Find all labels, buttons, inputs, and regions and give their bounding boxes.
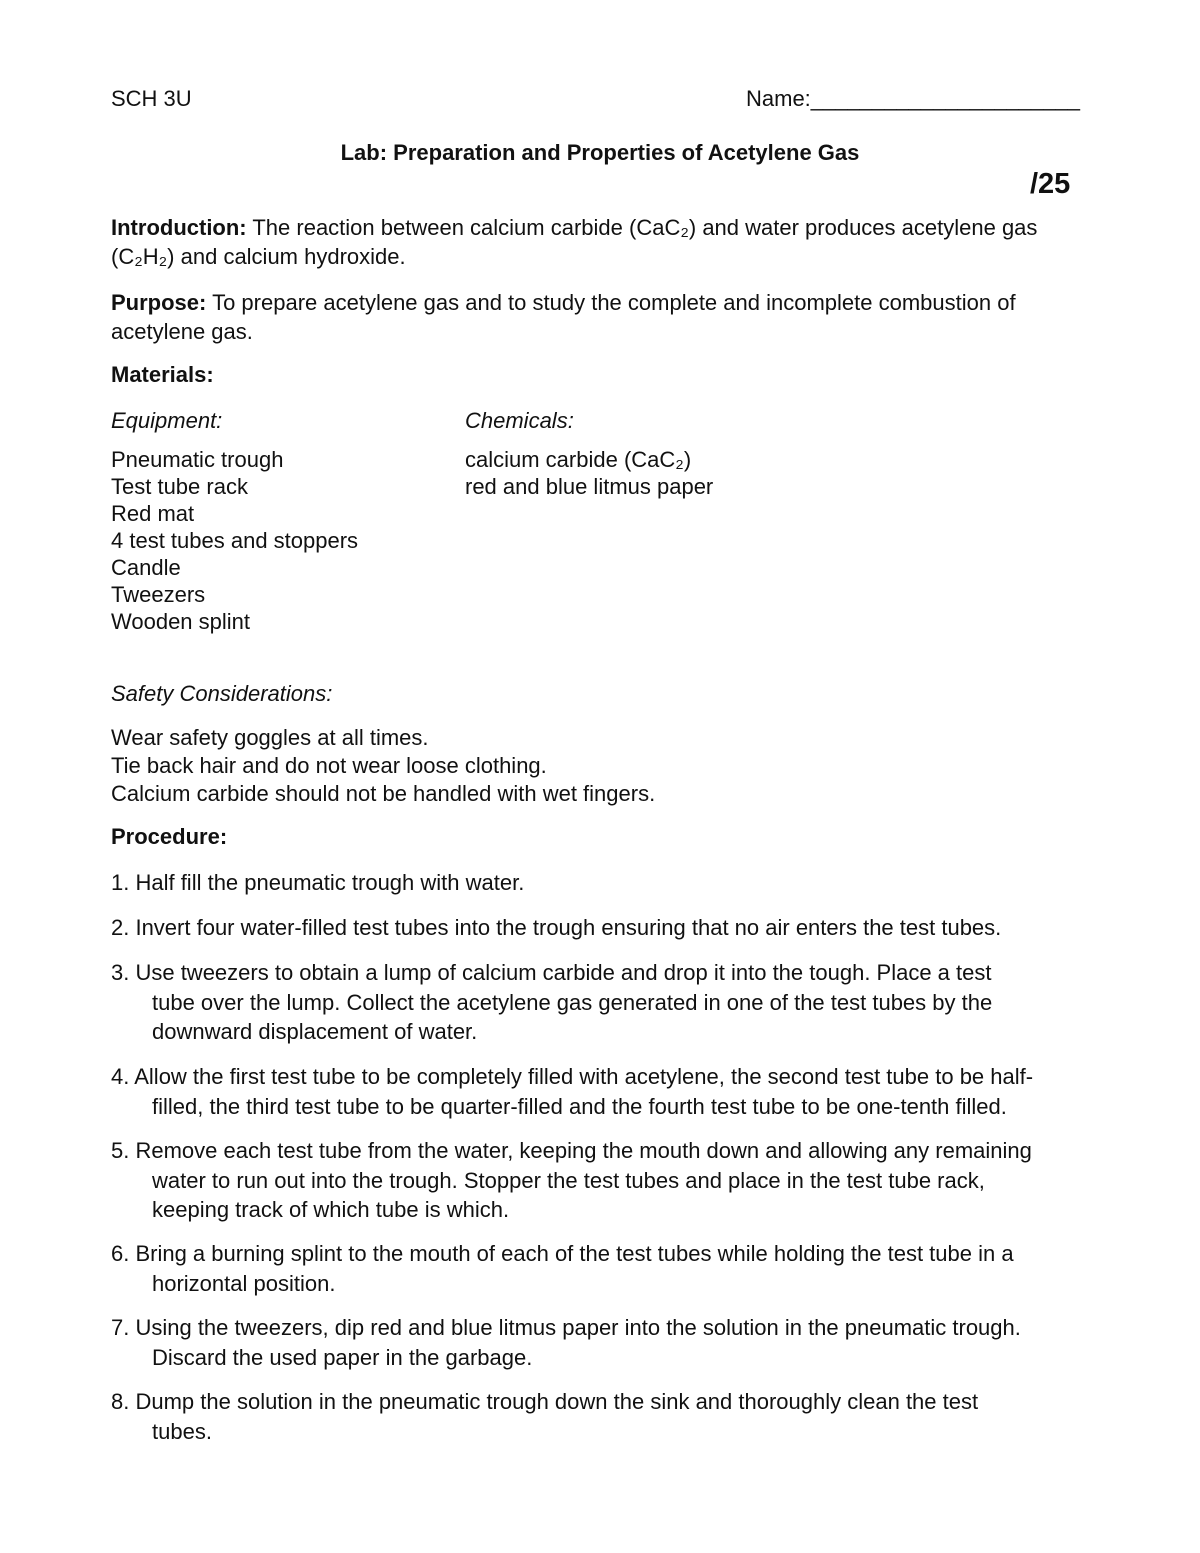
equipment-item: Tweezers	[111, 582, 206, 607]
step-text-continued: Discard the used paper in the garbage.	[152, 1344, 533, 1370]
equipment-item: Pneumatic trough	[111, 447, 284, 472]
score-total: /25	[1030, 168, 1071, 200]
purpose-section	[111, 288, 1111, 346]
introduction-label: Introduction:	[111, 215, 247, 240]
procedure-step-2	[111, 913, 1111, 943]
procedure-step-4	[111, 1062, 1111, 1121]
equipment-item: Wooden splint	[111, 609, 251, 634]
step-text: 1. Half fill the pneumatic trough with water.	[111, 870, 525, 895]
step-text-continued: downward displacement of water.	[152, 1019, 478, 1044]
chemical-item: red and blue litmus paper	[465, 474, 714, 499]
equipment-item: 4 test tubes and stoppers	[111, 528, 359, 553]
step-text-continued: water to run out into the trough. Stopper the test tubes and place in the test tube rack,	[152, 1167, 985, 1193]
introduction-section	[111, 213, 1111, 271]
equipment-item: Candle	[111, 555, 181, 580]
step-text: 2. Invert four water-filled test tubes into the trough ensuring that no air enters the test tubes.	[111, 915, 1002, 940]
step-text: 4. Allow the first test tube to be completely filled with acetylene, the second test tube to be half-	[111, 1064, 1034, 1089]
lab-title: Lab: Preparation and Properties of Acetylene Gas	[340, 140, 860, 165]
step-text-continued: tube over the lump. Collect the acetylene gas generated in one of the test tubes by the	[152, 989, 993, 1015]
procedure-step-7	[111, 1313, 1111, 1372]
equipment-list	[111, 446, 358, 635]
equipment-item: Red mat	[111, 501, 195, 526]
procedure-step-8	[111, 1387, 1111, 1446]
chemicals-label: Chemicals:	[465, 408, 574, 433]
step-text: 3. Use tweezers to obtain a lump of calcium carbide and drop it into the tough. Place a test	[111, 960, 992, 985]
step-text: 7. Using the tweezers, dip red and blue litmus paper into the solution in the pneumatic trough.	[111, 1315, 1021, 1340]
step-text: 6. Bring a burning splint to the mouth of each of the test tubes while holding the test tube in a	[111, 1241, 1014, 1266]
step-text-continued: keeping track of which tube is which.	[152, 1197, 510, 1222]
safety-heading: Safety Considerations:	[111, 681, 333, 706]
introduction-text-2: (C₂H₂) and calcium hydroxide.	[111, 244, 406, 269]
procedure-step-5	[111, 1136, 1111, 1225]
course-code: SCH 3U	[111, 86, 192, 111]
materials-heading: Materials:	[111, 362, 214, 387]
name-field[interactable]	[746, 86, 1080, 112]
safety-list	[111, 724, 655, 808]
step-text: 8. Dump the solution in the pneumatic trough down the sink and thoroughly clean the test	[111, 1389, 979, 1414]
step-text-continued: tubes.	[152, 1418, 212, 1444]
name-label: Name:	[746, 86, 811, 111]
name-line: ______________________	[810, 86, 1080, 111]
chemical-item: calcium carbide (CaC₂)	[465, 447, 692, 472]
purpose-text-1: To prepare acetylene gas and to study the complete and incomplete combustion of	[206, 290, 1016, 315]
step-text-continued: horizontal position.	[152, 1270, 336, 1296]
chemicals-list	[465, 446, 713, 500]
step-text-continued: filled, the third test tube to be quarter-filled and the fourth test tube to be one-tenth filled.	[152, 1093, 1007, 1119]
safety-item: Wear safety goggles at all times.	[111, 725, 429, 750]
safety-item: Calcium carbide should not be handled with wet fingers.	[111, 781, 656, 806]
procedure-step-3	[111, 958, 1111, 1047]
procedure-step-1	[111, 868, 1111, 898]
equipment-label: Equipment:	[111, 408, 223, 433]
safety-item: Tie back hair and do not wear loose clothing.	[111, 753, 547, 778]
purpose-label: Purpose:	[111, 290, 207, 315]
step-text: 5. Remove each test tube from the water, keeping the mouth down and allowing any remaining	[111, 1138, 1032, 1163]
equipment-item: Test tube rack	[111, 474, 248, 499]
procedure-step-6	[111, 1239, 1111, 1298]
introduction-text-1: The reaction between calcium carbide (CaC₂) and water produces acetylene gas	[246, 215, 1038, 240]
purpose-text-2: acetylene gas.	[111, 319, 253, 344]
procedure-heading: Procedure:	[111, 824, 228, 849]
